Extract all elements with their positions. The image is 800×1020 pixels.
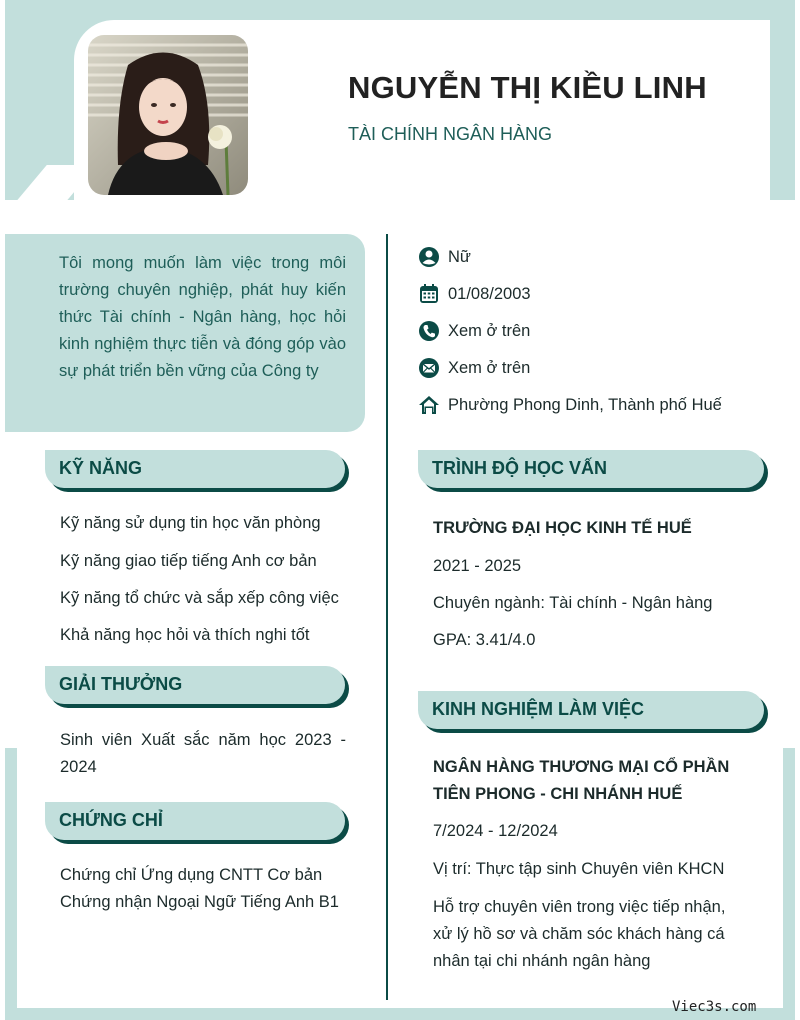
experience-title: KINH NGHIỆM LÀM VIỆC [432,699,645,719]
person-icon [418,246,440,268]
watermark: Viec3s.com [672,999,757,1015]
birthdate-value: 01/08/2003 [448,284,531,303]
calendar-icon [418,283,440,305]
contact-address [418,393,788,417]
career-objective: Tôi mong muốn làm việc trong môi trường chuyên nghiệp, phát huy kiến thức Tài chính - Ngân hàng, học hỏi kinh nghiệm thực tiễn và đóng góp vào sự phát triển bền vững của Công ty [59,254,346,380]
contact-birthdate [418,282,788,306]
column-divider [386,234,388,1000]
experience-period: 7/2024 - 12/2024 [433,822,558,840]
skill-item: Khả năng học hỏi và thích nghi tốt [60,626,310,644]
education-period: 2021 - 2025 [433,557,522,575]
certificates-section-header [45,802,345,840]
skill-item: Kỹ năng tổ chức và sắp xếp công việc [60,589,339,607]
job-title: TÀI CHÍNH NGÂN HÀNG [348,124,553,144]
certificates-title: CHỨNG CHỈ [59,810,163,830]
bottom-left-border [5,748,17,1020]
skills-title: KỸ NĂNG [59,458,143,478]
contact-phone [418,319,788,343]
experience-description: Hỗ trợ chuyên viên trong việc tiếp nhận, xử lý hồ sơ và chăm sóc khách hàng cá nhân tại chi nhánh ngân hàng [433,898,726,970]
bottom-right-border [783,748,795,1020]
mail-icon [418,357,440,379]
email-value: Xem ở trên [448,358,531,377]
education-major: Chuyên ngành: Tài chính - Ngân hàng [433,594,713,612]
education-gpa: GPA: 3.41/4.0 [433,631,536,649]
education-section-header [418,450,764,488]
profile-photo [88,35,248,195]
experience-section-header [418,691,764,729]
contact-gender [418,245,788,269]
phone-icon [418,320,440,342]
certificate-item: Chứng nhận Ngoại Ngữ Tiếng Anh B1 [60,893,339,911]
contact-email [418,356,788,380]
experience-position: Vị trí: Thực tập sinh Chuyên viên KHCN [433,860,725,878]
home-icon [418,394,440,416]
skill-item: Kỹ năng sử dụng tin học văn phòng [60,514,321,532]
education-title: TRÌNH ĐỘ HỌC VẤN [432,458,607,478]
phone-value: Xem ở trên [448,321,531,340]
award-item: Sinh viên Xuất sắc năm học 2023 - 2024 [60,731,346,776]
school-name: TRƯỜNG ĐẠI HỌC KINH TẾ HUẾ [433,519,692,537]
skills-section-header [45,450,345,488]
certificate-item: Chứng chỉ Ứng dụng CNTT Cơ bản [60,866,323,884]
awards-title: GIẢI THƯỞNG [59,674,183,694]
address-value: Phường Phong Dinh, Thành phố Huế [448,395,722,414]
gender-value: Nữ [448,247,471,266]
candidate-name: NGUYỄN THỊ KIỀU LINH [348,70,707,105]
company-name: NGÂN HÀNG THƯƠNG MẠI CỔ PHẦN TIÊN PHONG - CHI NHÁNH HUẾ [433,758,730,803]
skill-item: Kỹ năng giao tiếp tiếng Anh cơ bản [60,552,317,570]
awards-section-header [45,666,345,704]
